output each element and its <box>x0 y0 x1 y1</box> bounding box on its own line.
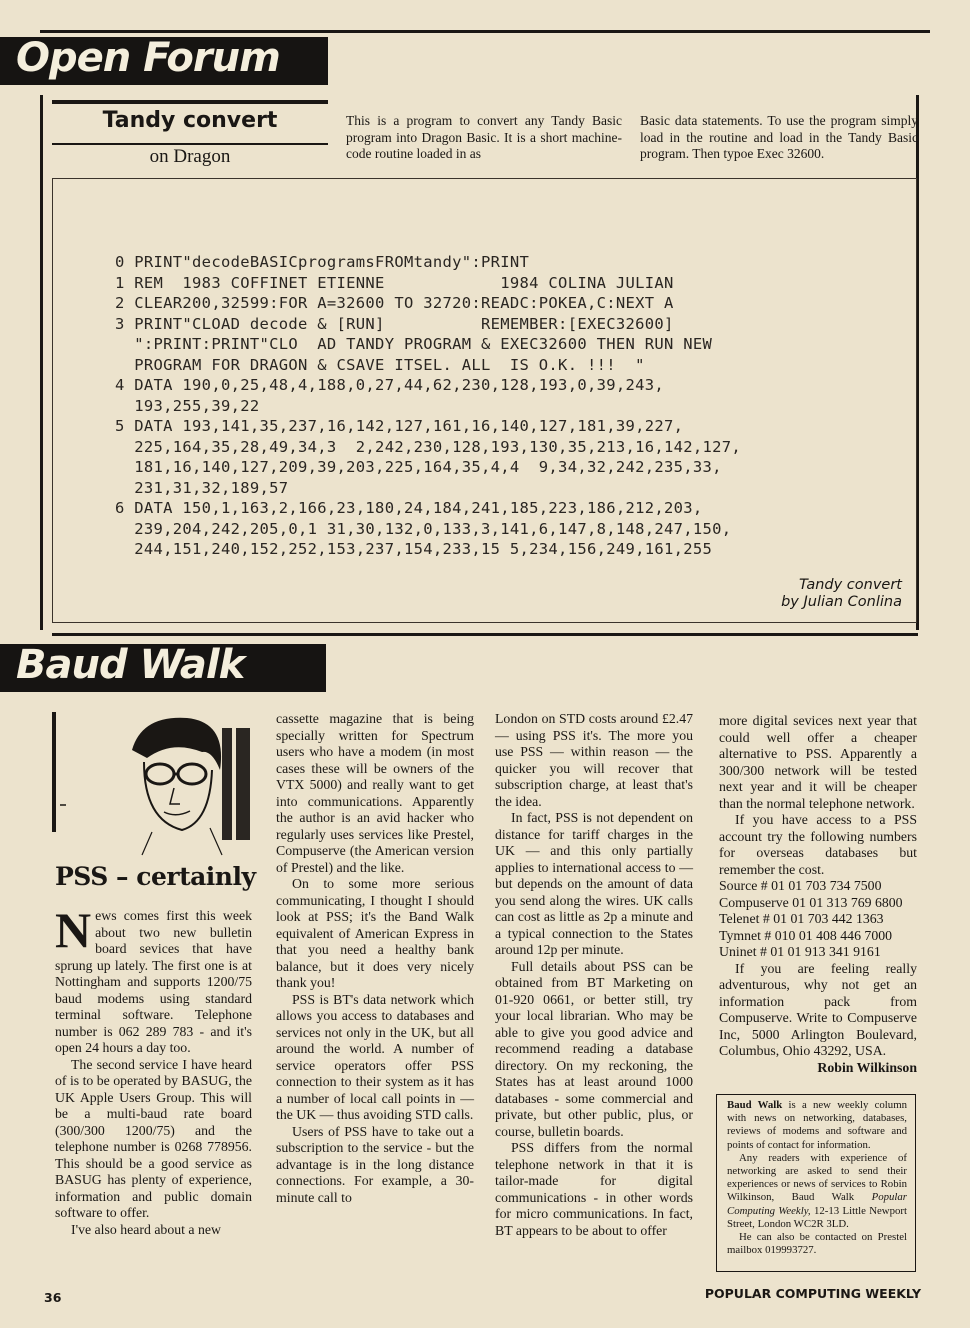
code-line: PROGRAM FOR DRAGON & CSAVE ITSEL. ALL IS O.K. !!! " <box>115 355 645 374</box>
col3-para-1: London on STD costs around £2.47 — using PSS it's. The more you use PSS — within reason — the quicker you will recover that subscription charge, at least that's the idea. <box>495 711 693 809</box>
frame-left-rule <box>40 95 43 630</box>
col4-para-1: more digital sevices next year that could well offer a cheaper alternative to PSS. Apparently a 300/300 network will be tested next year and it will be cheaper than the normal telephone network. <box>719 713 917 811</box>
col1-para-1-text: ews comes first this week about two new bulletin board sevices that have sprung up lately. The first one is at Nottingham and supports 1200/75 baud modems using standard terminal software. Telephone number is 062 289 783 - and it's open 24 hours a day too. <box>55 908 252 1055</box>
number-line: Tymnet # 010 01 408 446 7000 <box>719 927 893 943</box>
code-line: 5 DATA 193,141,35,237,16,142,127,161,16,140,127,181,39,227, <box>115 417 684 435</box>
baud-headline: PSS – certainly <box>55 862 256 891</box>
code-line: 1 REM 1983 COFFINET ETIENNE 1984 COLINA JULIAN <box>115 273 674 292</box>
col4-para-2: If you have access to a PSS account try the following numbers for overseas databases but remember the cost. <box>719 812 917 877</box>
baud-walk-banner <box>0 644 326 692</box>
database-numbers <box>719 878 917 961</box>
code-line: 225,164,35,28,49,34,3 2,242,230,128,193,130,35,213,16,142,127, <box>115 437 742 456</box>
info-box-para-2 <box>727 1152 907 1231</box>
author-portrait-drawing <box>52 710 252 860</box>
drop-cap: N <box>55 902 92 958</box>
code-line: 244,151,240,152,252,153,237,154,233,15 5,234,156,249,161,255 <box>115 540 713 558</box>
baud-column-2 <box>276 711 474 1206</box>
info-box-para-1 <box>727 1099 907 1152</box>
intro-text-2: Basic data statements. To use the program simply load in the routine and load in the Tandy Basic program. Then typoe Exec 32600. <box>640 113 918 161</box>
info-box <box>716 1094 916 1272</box>
code-line: 6 DATA 150,1,163,2,166,23,180,24,184,241,185,223,186,212,203, <box>115 499 703 517</box>
baud-column-1 <box>55 902 252 1238</box>
number-line: Source # 01 01 703 734 7500 <box>719 878 882 893</box>
title-rule-top <box>52 100 328 104</box>
magazine-name: POPULAR COMPUTING WEEKLY <box>704 1286 921 1301</box>
number-line: Uninet # 01 01 913 341 9161 <box>719 944 881 959</box>
col2-para-3: PSS is BT's data network which allows you access to databases and services not only in the UK, but all around the world. A number of service operators offer PSS connection to their system as it has a number of local call points in — the UK — thus avoiding STD calls. <box>276 991 474 1122</box>
col3-para-4: PSS differs from the normal telephone network in that it is tailor-made for digital communications - in other words for micro communications. In fact, BT appears to be about to offer <box>495 1140 693 1238</box>
code-line: 181,16,140,127,209,39,203,225,164,35,4,4 9,34,32,242,235,33, <box>115 458 722 476</box>
col3-para-2: In fact, PSS is not dependent on distance for tariff charges in the UK — and this only partially applies to international access to — but depends on the amount of data you send along the wires. UK calls can cost as little as 2p a minute and a typical connection to the States around 12p per minute. <box>495 810 693 957</box>
baud-walk-banner-text: Baud Walk <box>16 642 245 688</box>
code-credit <box>781 577 902 611</box>
article-title: Tandy convert <box>102 108 278 133</box>
section-rule <box>52 633 918 636</box>
code-line: 193,255,39,22 <box>115 396 260 415</box>
open-forum-banner-text: Open Forum <box>16 35 280 81</box>
col1-para-1 <box>55 902 252 1057</box>
info-box-p2-end: 12-13 Little Newport Street, London WC2R 3LD. <box>727 1204 907 1230</box>
intro-column-2 <box>640 113 918 163</box>
col1-para-2: The second service I have heard of is to be operated by BASUG, the UK Apple Users Group. This will be a multi-baud rate board (300/300 1200/75) and the telephone number is 0268 778956. This should be a good service as BASUG has plenty of experience, information and public domain software to offer. <box>55 1056 252 1220</box>
info-box-para-3: He can also be contacted on Prestel mailbox 019993727. <box>727 1231 907 1257</box>
code-line: 231,31,32,189,57 <box>115 478 289 497</box>
info-box-lead: Baud Walk <box>727 1099 783 1111</box>
baud-column-3 <box>495 711 693 1239</box>
baud-column-4 <box>719 713 917 1076</box>
open-forum-banner <box>0 37 328 85</box>
article-subtitle: on Dragon <box>149 146 231 167</box>
credit-author: by Julian Conlina <box>781 594 902 610</box>
code-line: 0 PRINT"decodeBASICprogramsFROMtandy":PRINT <box>115 253 530 271</box>
col3-para-3: Full details about PSS can be obtained from BT Marketing on 01-920 0661, or better still, try your local librarian. Who may be able to give you good advice and recommend reading a database directory. On my reckoning, the States has at least around 1000 databases - some commercial and private, but other public, plus, or course, bulletin boards. <box>495 958 693 1139</box>
top-rule <box>40 30 930 33</box>
author-byline: Robin Wilkinson <box>817 1059 917 1075</box>
col1-para-3: I've also heard about a new <box>71 1221 221 1237</box>
code-line: 4 DATA 190,0,25,48,4,188,0,27,44,62,230,128,193,0,39,243, <box>115 376 665 394</box>
author-portrait <box>52 710 252 860</box>
code-listing <box>115 252 905 572</box>
info-box-p2: Any readers with experience of networking are asked to send their experiences or news of services to Robin Wilkinson, Baud Walk <box>727 1151 907 1204</box>
code-line: ":PRINT:PRINT"CLO AD TANDY PROGRAM & EXEC32600 THEN RUN NEW <box>115 335 713 353</box>
intro-column-1 <box>346 113 622 163</box>
number-line: Compuserve 01 01 313 769 6800 <box>719 894 903 910</box>
info-box-text <box>727 1099 907 1257</box>
intro-text-1: This is a program to convert any Tandy Basic program into Dragon Basic. It is a short machine-code routine loaded in as <box>346 113 622 161</box>
info-box-p1: is a new weekly column with news on networking, databases, reviews of modems and software and points of contact for information. <box>727 1099 908 1151</box>
title-rule-bottom <box>52 143 328 145</box>
col4-para-3: If you are feeling really adventurous, why not get an information pack from Compuserve. Write to Compuserve Inc, 5000 Arlington Boulevard, Columbus, Ohio 43292, USA. <box>719 960 917 1058</box>
col2-para-4: Users of PSS have to take out a subscription to the service - but the advantage is in the long distance connections. For example, a 30-minute call to <box>276 1123 474 1205</box>
page-number: 36 <box>44 1290 62 1305</box>
code-line: 3 PRINT"CLOAD decode & [RUN] REMEMBER:[EXEC32600] <box>115 314 674 333</box>
col2-para-2: On to some more serious communicating, I thought I should look at PSS; it's the Band Walk equivalent of American Express in that you need a healthy bank balance, but it does very nicely thank you! <box>276 876 474 990</box>
credit-title: Tandy convert <box>799 577 902 593</box>
code-listing-box <box>52 178 917 623</box>
number-line: Telenet # 01 01 703 442 1363 <box>719 911 884 926</box>
col2-para-1: cassette magazine that is being specially written for Spectrum users who have a modem (in most cases these will be owners of the VTX 5000) and really want to get into communications. Apparently the author is an avid hacker who regularly uses services like Prestel, Compuserve (the American version of Prestel) and the like. <box>276 711 474 875</box>
info-box-p2-italic: Popular Computing Weekly, <box>727 1191 907 1217</box>
code-line: 239,204,242,205,0,1 31,30,132,0,133,3,141,6,147,8,148,247,150, <box>115 519 732 538</box>
code-line: 2 CLEAR200,32599:FOR A=32600 TO 32720:READC:POKEA,C:NEXT A <box>115 294 674 312</box>
